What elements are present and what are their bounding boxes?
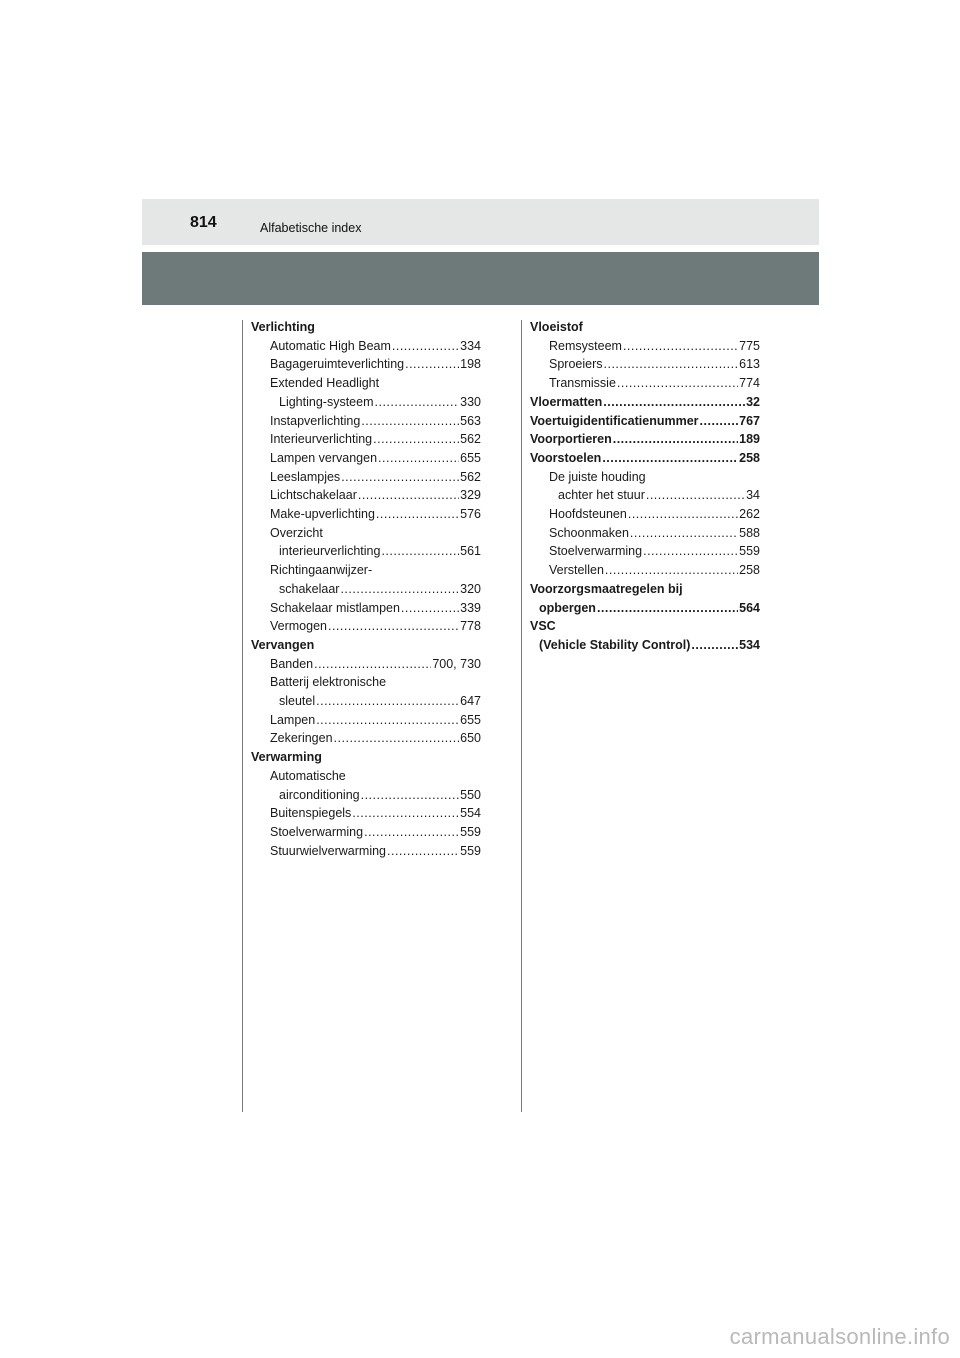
index-entry-label: Vervangen	[251, 637, 315, 652]
dot-leader	[378, 449, 459, 468]
index-entry	[251, 486, 481, 505]
index-entry	[530, 561, 760, 580]
index-entry-label: Lampen vervangen	[270, 450, 378, 465]
index-entry-label: Hoofdsteunen	[549, 507, 627, 522]
index-entry-label: Vloeistof	[530, 320, 583, 334]
index-entry-label: Buitenspiegels	[270, 806, 352, 821]
index-entry-page: 34	[746, 488, 760, 503]
index-entry-label: Stuurwielverwarming	[270, 843, 387, 858]
index-entry	[251, 617, 481, 636]
index-entry-page: 262	[739, 507, 760, 522]
index-entry-label: Automatic High Beam	[270, 338, 391, 353]
index-entry	[530, 636, 760, 655]
index-entry	[251, 711, 481, 730]
dot-leader	[646, 486, 745, 505]
index-entry-label: Voorportieren	[530, 432, 612, 447]
index-entry-label: Lighting-systeem	[279, 394, 374, 409]
dot-leader	[643, 542, 738, 561]
index-entry	[251, 355, 481, 374]
watermark: carmanualsonline.info	[729, 1324, 950, 1349]
index-entry-label: VSC	[530, 619, 556, 634]
index-entry	[251, 599, 481, 618]
index-entry-page: 655	[460, 712, 481, 727]
index-entry-label: Make-upverlichting	[270, 507, 375, 522]
index-entry-page: 655	[460, 450, 481, 465]
index-entry	[530, 337, 760, 356]
index-entry-page: 650	[460, 731, 481, 746]
index-entry	[251, 636, 481, 655]
index-entry	[251, 729, 481, 748]
dot-leader	[405, 355, 459, 374]
index-entry-label: sleutel	[279, 694, 316, 709]
index-entry-page: 767	[739, 413, 760, 428]
index-entry-label: Lampen	[270, 712, 316, 727]
index-entry	[251, 823, 481, 842]
index-entry-label: Voorstoelen	[530, 450, 602, 465]
dot-leader	[597, 599, 738, 618]
dot-leader	[617, 374, 738, 393]
index-entry	[251, 337, 481, 356]
index-entry-page: 576	[460, 507, 481, 522]
index-entry-page: 559	[739, 544, 760, 559]
dot-leader	[376, 505, 459, 524]
index-entry-label: airconditioning	[279, 787, 360, 802]
index-entry	[251, 449, 481, 468]
index-entry-page: 258	[739, 563, 760, 578]
index-entry	[251, 468, 481, 487]
index-entry-label: (Vehicle Stability Control)	[539, 637, 691, 652]
index-entry	[251, 318, 481, 337]
index-entry	[251, 767, 481, 786]
index-entry-label: Verwarming	[251, 750, 322, 765]
index-entry-page: 550	[460, 787, 481, 802]
index-entry	[530, 486, 760, 505]
index-entry	[251, 374, 481, 393]
dot-leader	[700, 412, 739, 431]
index-entry-page: 554	[460, 806, 481, 821]
dot-leader	[328, 617, 459, 636]
dot-leader	[628, 505, 738, 524]
dot-leader	[602, 449, 738, 468]
index-entry-page: 189	[739, 432, 760, 447]
index-entry-page: 563	[460, 413, 481, 428]
index-entry-label: Batterij elektronische	[270, 675, 387, 690]
index-entry-page: 32	[746, 394, 760, 409]
index-entry-label: Vloermatten	[530, 394, 603, 409]
right-column-rule	[521, 320, 522, 1112]
dot-leader	[604, 355, 739, 374]
index-entry-label: Schoonmaken	[549, 525, 629, 540]
index-entry-page: 588	[739, 525, 760, 540]
index-entry	[251, 655, 481, 674]
dot-leader	[352, 804, 459, 823]
index-entry-page: 258	[739, 450, 760, 465]
index-entry-label: opbergen	[539, 600, 596, 615]
index-entry	[251, 804, 481, 823]
index-entry-label: Stoelverwarming	[270, 824, 364, 839]
index-entry	[251, 561, 481, 580]
index-entry-page: 700, 730	[432, 656, 481, 671]
index-entry	[530, 374, 760, 393]
index-entry	[251, 412, 481, 431]
index-entry-page: 198	[460, 357, 481, 372]
dot-leader	[358, 486, 459, 505]
index-entry	[251, 580, 481, 599]
index-entry-page: 774	[739, 376, 760, 391]
dot-leader	[387, 842, 459, 861]
index-entry-label: Bagageruimteverlichting	[270, 357, 405, 372]
index-entry-label: Extended Headlight	[270, 376, 380, 391]
section-title: Alfabetische index	[260, 221, 362, 235]
index-entry-page: 330	[460, 394, 481, 409]
index-entry-label: De juiste houding	[549, 469, 646, 484]
dot-leader	[613, 430, 738, 449]
page-number: 814	[190, 214, 217, 231]
dot-leader	[334, 729, 460, 748]
index-entry	[530, 393, 760, 412]
index-entry-page: 534	[739, 637, 760, 652]
index-entry	[251, 673, 481, 692]
section-color-bar	[142, 252, 819, 305]
dot-leader	[691, 636, 738, 655]
index-entry	[251, 393, 481, 412]
index-entry	[251, 524, 481, 543]
index-entry	[530, 580, 760, 599]
index-entry-page: 334	[460, 338, 481, 353]
header-band	[142, 199, 819, 245]
left-column-rule	[242, 320, 243, 1112]
index-entry	[530, 599, 760, 618]
index-entry	[251, 786, 481, 805]
index-entry-label: Verstellen	[549, 563, 604, 578]
index-entry-label: Voertuigidentificatienummer	[530, 413, 699, 428]
index-entry	[251, 505, 481, 524]
index-column-left	[251, 318, 481, 860]
index-entry	[530, 430, 760, 449]
index-entry	[530, 412, 760, 431]
index-entry-page: 320	[460, 581, 481, 596]
dot-leader	[375, 393, 460, 412]
dot-leader	[401, 599, 459, 618]
index-entry-page: 562	[460, 432, 481, 447]
index-column-right	[530, 318, 760, 655]
dot-leader	[381, 542, 459, 561]
dot-leader	[605, 561, 738, 580]
index-entry-label: Sproeiers	[549, 357, 603, 372]
index-entry	[251, 542, 481, 561]
dot-leader	[373, 430, 459, 449]
index-entry-page: 647	[460, 694, 481, 709]
index-entry	[530, 542, 760, 561]
index-entry-page: 778	[460, 619, 481, 634]
index-entry-page: 339	[460, 600, 481, 615]
index-entry-page: 559	[460, 824, 481, 839]
index-entry	[251, 748, 481, 767]
index-entry-label: Schakelaar mistlampen	[270, 600, 400, 615]
index-entry	[530, 617, 760, 636]
dot-leader	[364, 823, 459, 842]
index-entry-page: 559	[460, 843, 481, 858]
index-entry	[530, 505, 760, 524]
index-entry-label: Verlichting	[251, 320, 315, 334]
index-entry-label: Remsysteem	[549, 338, 622, 353]
dot-leader	[340, 580, 459, 599]
index-entry-page: 613	[739, 357, 760, 372]
index-entry-label: Voorzorgsmaatregelen bij	[530, 581, 683, 596]
dot-leader	[630, 524, 738, 543]
index-entry	[530, 524, 760, 543]
index-entry	[530, 318, 760, 337]
index-entry-page: 564	[739, 600, 760, 615]
index-entry-label: Richtingaanwijzer-	[270, 563, 373, 578]
index-entry-label: Transmissie	[549, 376, 616, 391]
dot-leader	[341, 468, 459, 487]
index-entry-label: Leeslampjes	[270, 469, 341, 484]
index-entry-label: Banden	[270, 656, 314, 671]
index-entry-label: Vermogen	[270, 619, 327, 634]
index-entry	[530, 449, 760, 468]
dot-leader	[623, 337, 738, 356]
index-entry-page: 775	[739, 338, 760, 353]
dot-leader	[603, 393, 745, 412]
dot-leader	[392, 337, 459, 356]
index-entry-label: Stoelverwarming	[549, 544, 643, 559]
index-entry-label: Zekeringen	[270, 731, 333, 746]
dot-leader	[314, 655, 431, 674]
index-entry-page: 329	[460, 488, 481, 503]
index-entry	[251, 692, 481, 711]
index-entry-label: Interieurverlichting	[270, 432, 373, 447]
index-entry-label: achter het stuur	[558, 488, 645, 503]
index-entry-page: 561	[460, 544, 481, 559]
index-entry-label: interieurverlichting	[279, 544, 381, 559]
dot-leader	[361, 786, 460, 805]
index-entry-label: Overzicht	[270, 525, 323, 540]
index-entry-label: Instapverlichting	[270, 413, 361, 428]
index-entry-label: schakelaar	[279, 581, 340, 596]
dot-leader	[316, 692, 459, 711]
index-entry-label: Automatische	[270, 768, 346, 783]
dot-leader	[361, 412, 459, 431]
index-entry-label: Lichtschakelaar	[270, 488, 357, 503]
index-entry	[530, 468, 760, 487]
dot-leader	[316, 711, 459, 730]
index-entry	[251, 842, 481, 861]
index-entry-page: 562	[460, 469, 481, 484]
index-entry	[530, 355, 760, 374]
index-entry	[251, 430, 481, 449]
